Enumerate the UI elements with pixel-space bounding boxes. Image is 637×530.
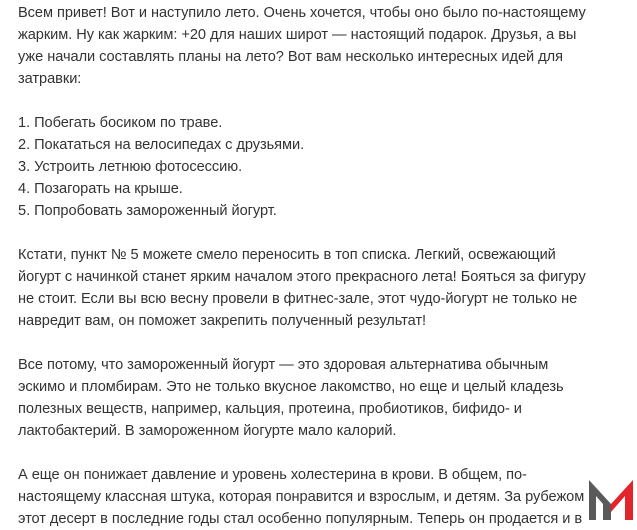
brand-m-logo-icon — [585, 474, 637, 521]
paragraph-3 — [18, 354, 628, 442]
intro-line: Всем привет! Вот и наступило лето. Очень хочется, чтобы оно было по-настоящему — [18, 5, 586, 21]
paragraph-line: эскимо и пломбирам. Это не только вкусное лакомство, но еще и целый кладезь — [18, 379, 564, 395]
list-item: 1. Побегать босиком по траве. — [18, 115, 223, 131]
paragraph-spacer — [18, 442, 628, 464]
paragraph-line: этот десерт в последние годы стал особенно популярным. Теперь он продается и в — [18, 511, 583, 527]
paragraph-line: йогурт с начинкой станет ярким началом этого прекрасного лета! Бояться за фигуру — [18, 269, 586, 285]
paragraph-line: не стоит. Если вы всю весну провели в фитнес-зале, этот чудо-йогурт не только не — [18, 291, 578, 307]
article-body — [18, 2, 628, 530]
list-item: 2. Покататься на велосипедах с друзьями. — [18, 137, 305, 153]
paragraph-2 — [18, 244, 628, 332]
intro-line: жарким. Ну как жарким: +20 для наших широт — настоящий подарок. Друзья, а вы — [18, 27, 577, 43]
paragraph-spacer — [18, 90, 628, 112]
paragraph-line: навредит вам, он поможет закрепить полученный результат! — [18, 313, 426, 329]
paragraph-line: лактобактерий. В замороженном йогурте мало калорий. — [18, 423, 397, 439]
paragraph-spacer — [18, 332, 628, 354]
list-item: 3. Устроить летнюю фотосессию. — [18, 159, 243, 175]
paragraph-line: Кстати, пункт № 5 можете смело переносить в топ списка. Легкий, освежающий — [18, 247, 556, 263]
paragraph-line: Все потому, что замороженный йогурт — это здоровая альтернатива обычным — [18, 357, 549, 373]
paragraph-line: А еще он понижает давление и уровень холестерина в крови. В общем, по- — [18, 467, 527, 483]
paragraph-line: полезных веществ, например, кальция, протеина, пробиотиков, бифидо- и — [18, 401, 522, 417]
intro-line: затравки: — [18, 71, 82, 87]
brand-m-logo-icon — [585, 474, 637, 521]
intro-line: уже начали составлять планы на лето? Вот вам несколько интересных идей для — [18, 49, 563, 65]
list-item: 4. Позагорать на крыше. — [18, 181, 183, 197]
ideas-list — [18, 112, 628, 222]
paragraph-spacer — [18, 222, 628, 244]
paragraph-4 — [18, 464, 628, 530]
paragraph-line: настоящему классная штука, которая понравится и взрослым, и детям. За рубежом — [18, 489, 585, 505]
intro-paragraph — [18, 2, 628, 90]
list-item: 5. Попробовать замороженный йогурт. — [18, 203, 277, 219]
